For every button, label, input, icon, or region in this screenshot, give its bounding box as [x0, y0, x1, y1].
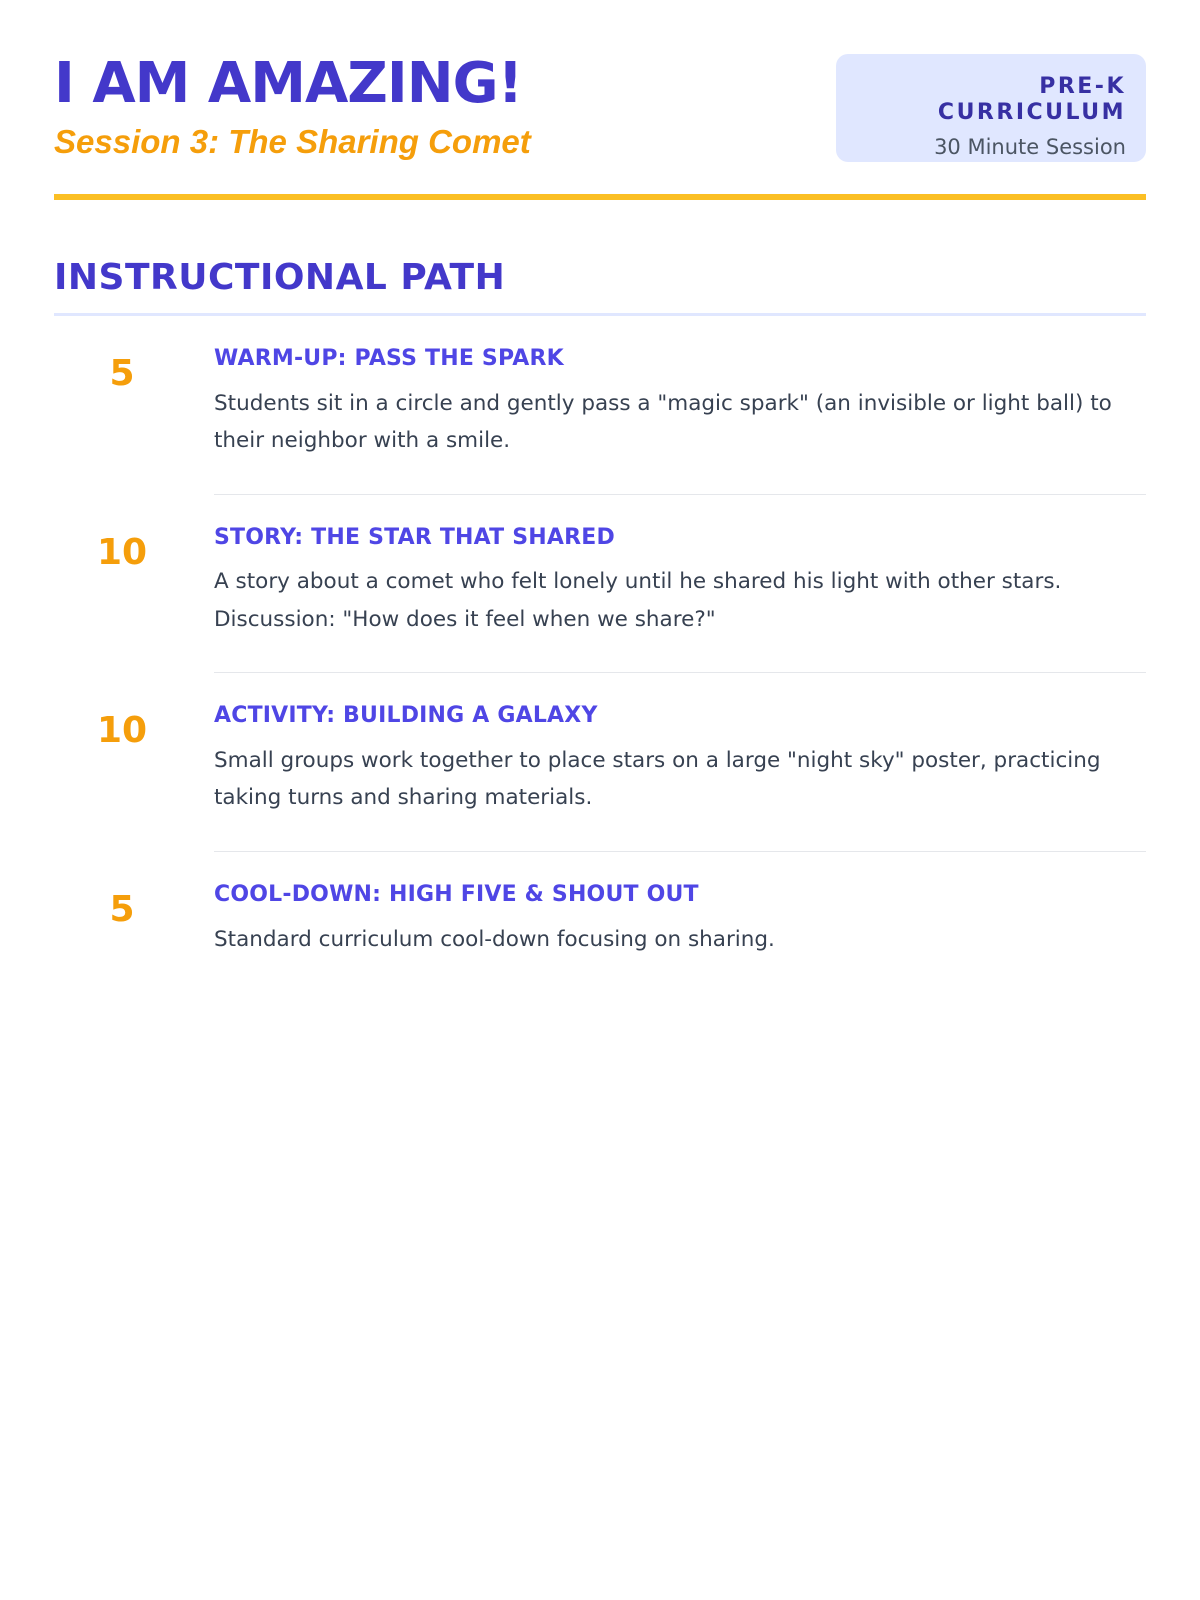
session-subtitle: Session 3: The Sharing Comet: [54, 123, 531, 160]
path-step: [54, 495, 1146, 674]
step-description: Small groups work together to place stars on a large "night sky" poster, practicing taking turns and sharing materials.: [214, 747, 1101, 811]
step-description: Students sit in a circle and gently pass a "magic spark" (an invisible or light ball) to their neighbor with a smile.: [214, 390, 1112, 454]
page-header: [54, 0, 1146, 200]
step-minutes: 5: [109, 889, 135, 931]
step-body: [214, 703, 1146, 852]
step-minutes: 5: [109, 353, 135, 395]
path-step: [54, 316, 1146, 495]
step-description: A story about a comet who felt lonely until he shared his light with other stars. Discussion: "How does it feel when we share?": [214, 569, 1062, 632]
step-minutes: 10: [96, 710, 148, 752]
curriculum-label: PRE-K CURRICULUM: [937, 74, 1126, 126]
step-body: [214, 882, 1146, 992]
page-title: I AM AMAZING!: [54, 51, 523, 116]
step-body: [214, 525, 1146, 674]
curriculum-badge: [836, 54, 1146, 162]
path-step: [54, 852, 1146, 992]
step-body: [214, 346, 1146, 495]
step-description: Standard curriculum cool-down focusing on sharing.: [214, 926, 775, 952]
step-minutes: 10: [96, 531, 148, 573]
step-title: ACTIVITY: BUILDING A GALAXY: [214, 703, 598, 729]
step-title: WARM-UP: PASS THE SPARK: [214, 346, 564, 372]
instructional-path-list: [54, 316, 1146, 992]
section-title: INSTRUCTIONAL PATH: [54, 200, 1146, 316]
step-title: COOL-DOWN: HIGH FIVE & SHOUT OUT: [214, 882, 699, 908]
step-title: STORY: THE STAR THAT SHARED: [214, 524, 615, 550]
path-step: [54, 673, 1146, 852]
session-duration: 30 Minute Session: [934, 134, 1126, 159]
